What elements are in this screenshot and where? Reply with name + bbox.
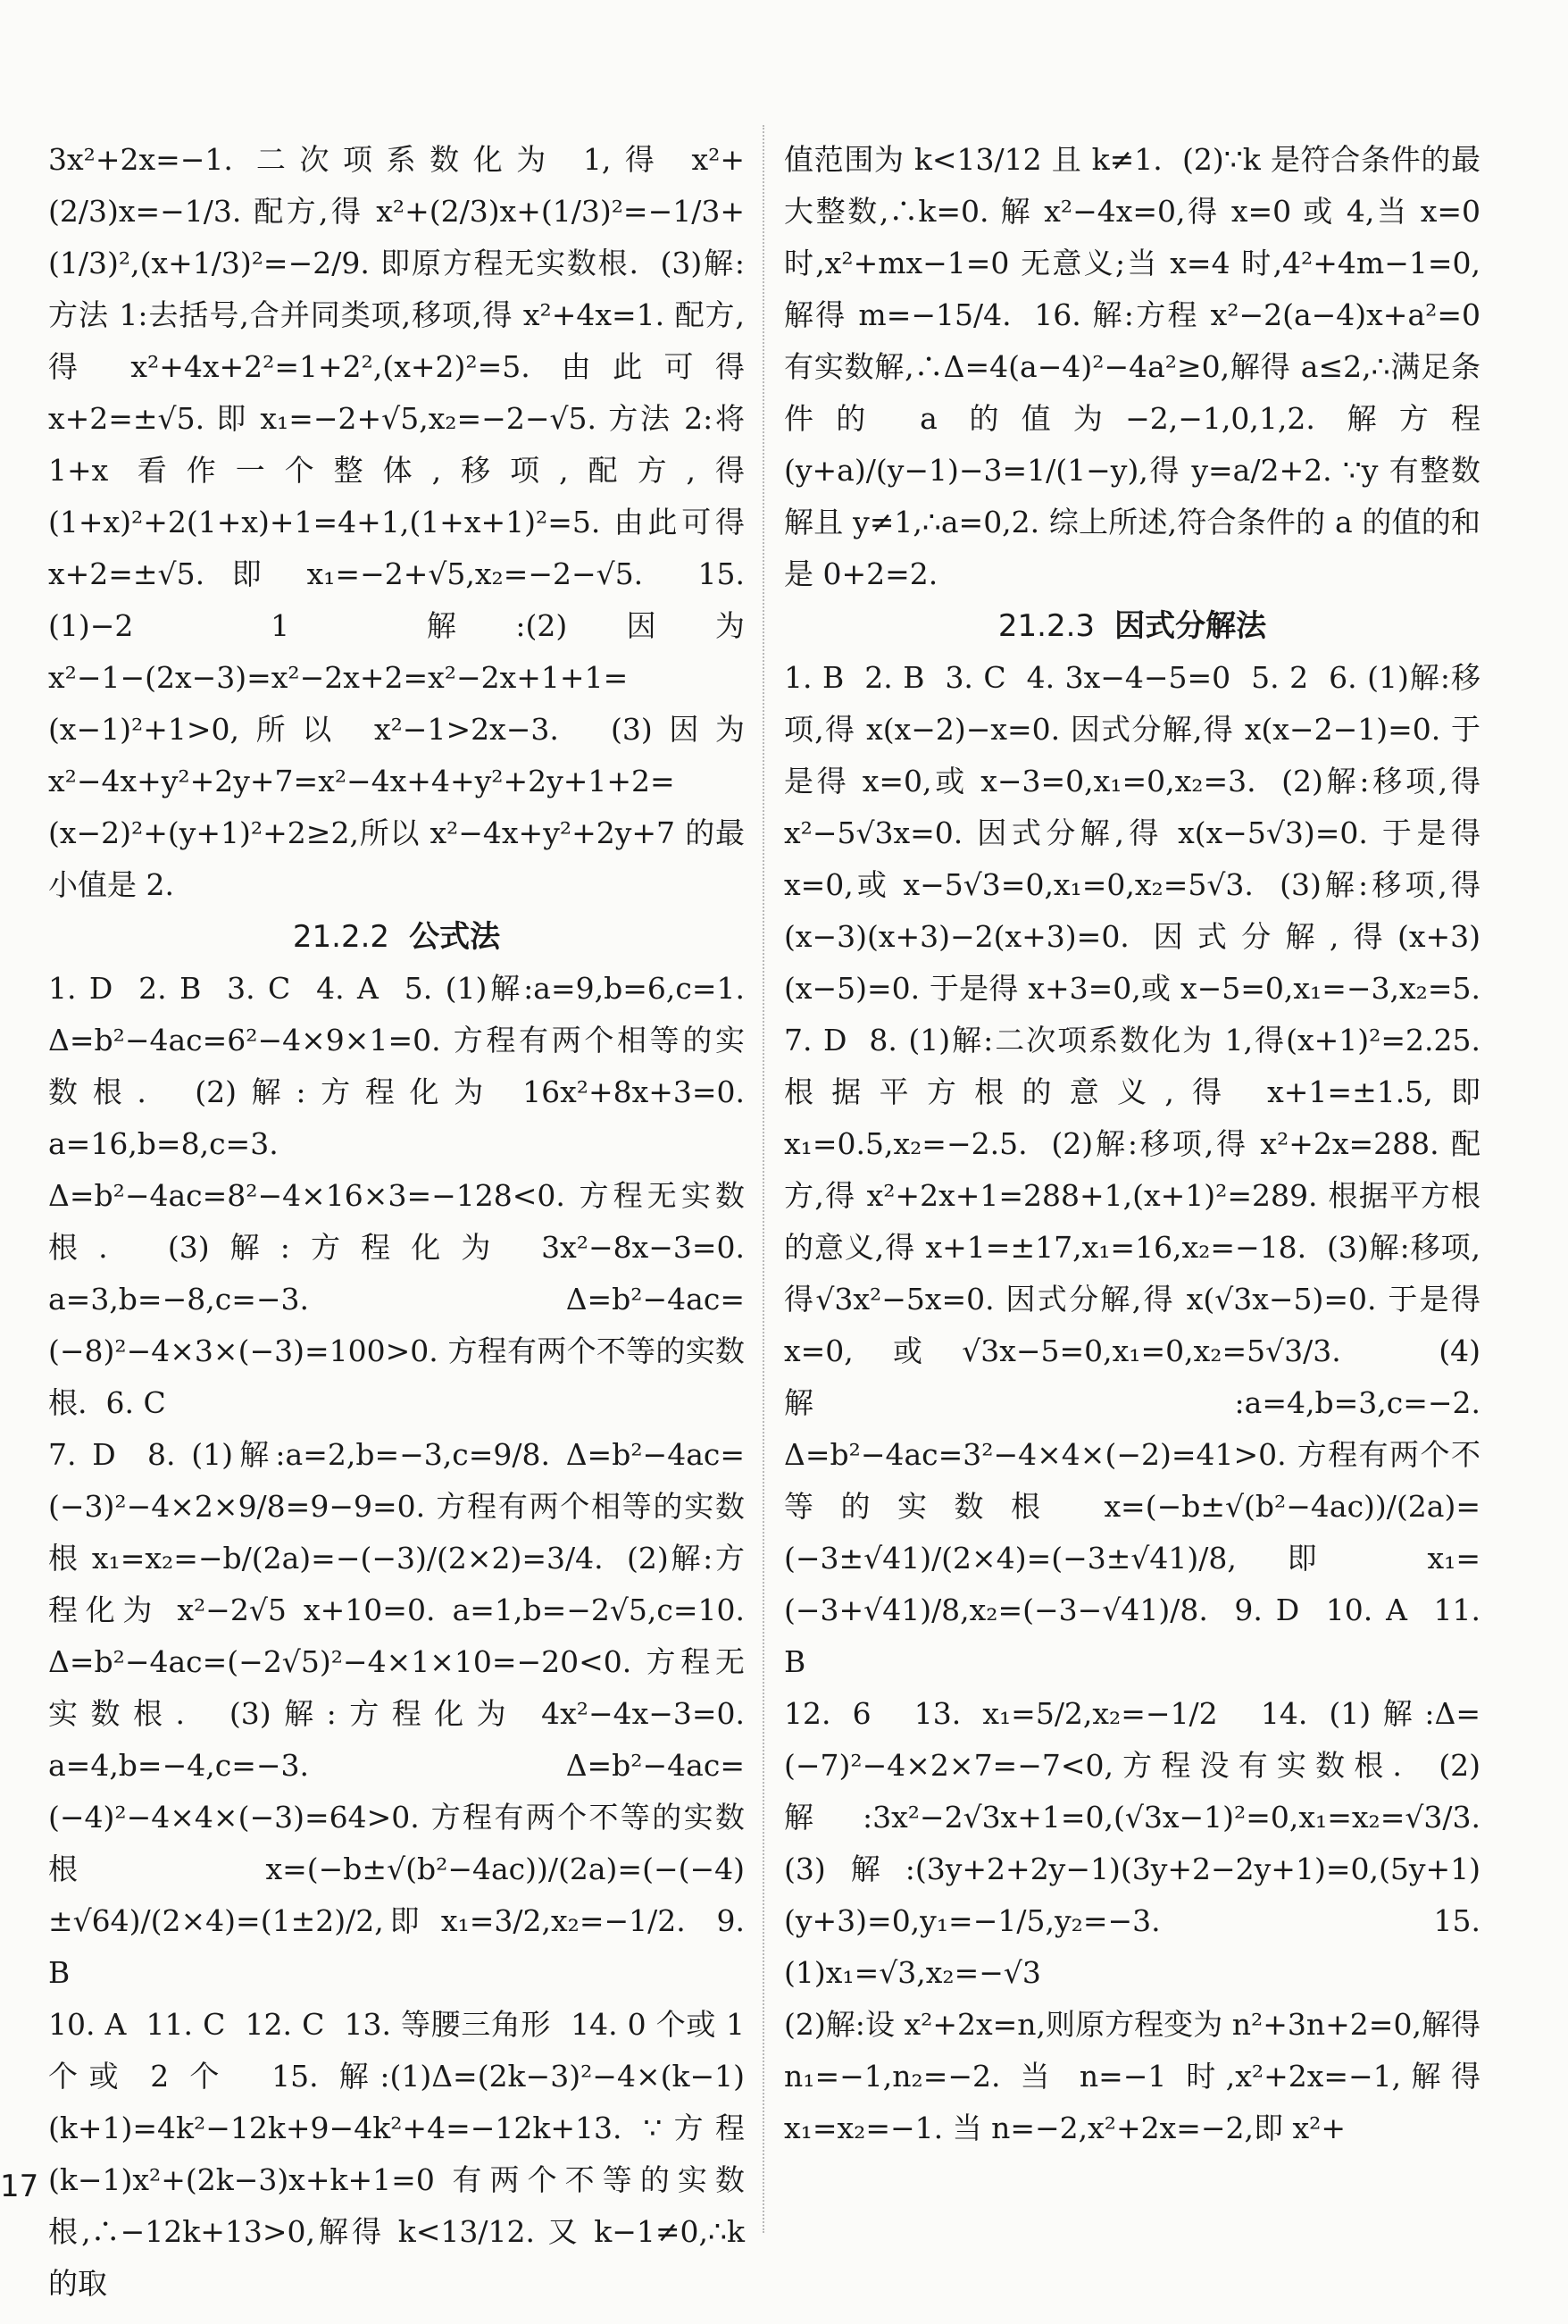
left-paragraph-2: 1. D 2. B 3. C 4. A 5. (1)解:a=9,b=6,c=1. Δ=b²−4ac=6²−4×9×1=0. 方程有两个相等的实数根. (2)解:方程化为 16x²+8x+3=0. a=16,b=8,c=3. Δ=b²−4ac=8²−4×16×3=−128<0. 方程无实数根. (3)解:方程化为 3x²−8x−3=0. a=3,b=−8,c=−3. Δ=b²−4ac=(−8)²−4×3×(−3)=100>0. 方程有两个不等的实数根. 6. C	[48, 971, 755, 1420]
section-title: 因式分解法	[1114, 608, 1267, 644]
left-column	[48, 134, 755, 2310]
section-heading-factorization-method	[784, 600, 1480, 652]
page-number: 17	[0, 2169, 39, 2204]
left-paragraph-3: 7. D 8. (1)解:a=2,b=−3,c=9/8. Δ=b²−4ac=(−3)²−4×2×9/8=9−9=0. 方程有两个相等的实数根 x₁=x₂=−b/(2a)=−(−3)/(2×2)=3/4. (2)解:方程化为 x²−2√5 x+10=0. a=1,b=−2√5,c=10. Δ=b²−4ac=(−2√5)²−4×1×10=−20<0. 方程无实数根. (3)解:方程化为 4x²−4x−3=0. a=4,b=−4,c=−3. Δ=b²−4ac=(−4)²−4×4×(−3)=64>0. 方程有两个不等的实数根 x=(−b±√(b²−4ac))/(2a)=(−(−4)±√64)/(2×4)=(1±2)/2,即 x₁=3/2,x₂=−1/2. 9. B	[48, 1437, 755, 1990]
left-paragraph-4: 10. A 11. C 12. C 13. 等腰三角形 14. 0 个或 1 个或 2 个 15. 解:(1)Δ=(2k−3)²−4×(k−1)(k+1)=4k²−12k+9−4k²+4=−12k+13. ∵方程(k−1)x²+(2k−3)x+k+1=0 有两个不等的实数根,∴−12k+13>0,解得 k<13/12. 又 k−1≠0,∴k 的取	[48, 2007, 755, 2301]
section-number: 21.2.3	[997, 608, 1096, 644]
right-paragraph-4: (2)解:设 x²+2x=n,则原方程变为 n²+3n+2=0,解得 n₁=−1,n₂=−2. 当 n=−1 时,x²+2x=−1,解得 x₁=x₂=−1. 当 n=−2,x²+2x=−2,即 x²+	[784, 2007, 1490, 2145]
column-divider	[763, 125, 764, 2233]
right-paragraph-2: 1. B 2. B 3. C 4. 3x−4−5=0 5. 2 6. (1)解:移项,得 x(x−2)−x=0. 因式分解,得 x(x−2−1)=0. 于是得 x=0,或 x−3=0,x₁=0,x₂=3. (2)解:移项,得 x²−5√3x=0. 因式分解,得 x(x−5√3)=0. 于是得 x=0,或 x−5√3=0,x₁=0,x₂=5√3. (3)解:移项,得(x−3)(x+3)−2(x+3)=0. 因式分解,得(x+3)(x−5)=0. 于是得 x+3=0,或 x−5=0,x₁=−3,x₂=5. 7. D 8. (1)解:二次项系数化为 1,得(x+1)²=2.25. 根据平方根的意义,得 x+1=±1.5,即 x₁=0.5,x₂=−2.5. (2)解:移项,得 x²+2x=288. 配方,得 x²+2x+1=288+1,(x+1)²=289. 根据平方根的意义,得 x+1=±17,x₁=16,x₂=−18. (3)解:移项,得√3x²−5x=0. 因式分解,得 x(√3x−5)=0. 于是得 x=0,或√3x−5=0,x₁=0,x₂=5√3/3. (4)解:a=4,b=3,c=−2. Δ=b²−4ac=3²−4×4×(−2)=41>0. 方程有两个不等的实数根 x=(−b±√(b²−4ac))/(2a)=(−3±√41)/(2×4)=(−3±√41)/8,即 x₁=(−3+√41)/8,x₂=(−3−√41)/8. 9. D 10. A 11. B	[784, 660, 1499, 1679]
section-title: 公式法	[409, 919, 501, 955]
right-paragraph-1: 值范围为 k<13/12 且 k≠1. (2)∵k 是符合条件的最大整数,∴k=0. 解 x²−4x=0,得 x=0 或 4,当 x=0 时,x²+mx−1=0 无意义;当 x=4 时,4²+4m−1=0,解得 m=−15/4. 16. 解:方程 x²−2(a−4)x+a²=0 有实数解,∴Δ=4(a−4)²−4a²≥0,解得 a≤2,∴满足条件的 a 的值为−2,−1,0,1,2. 解方程 (y+a)/(y−1)−3=1/(1−y),得 y=a/2+2. ∵y 有整数解且 y≠1,∴a=0,2. 综上所述,符合条件的 a 的值的和是 0+2=2.	[784, 142, 1490, 591]
left-paragraph-1: 3x²+2x=−1. 二次项系数化为 1,得 x²+(2/3)x=−1/3. 配方,得 x²+(2/3)x+(1/3)²=−1/3+(1/3)²,(x+1/3)²=−2/9. 即原方程无实数根. (3)解:方法 1:去括号,合并同类项,移项,得 x²+4x=1. 配方,得 x²+4x+2²=1+2²,(x+2)²=5. 由此可得 x+2=±√5. 即 x₁=−2+√5,x₂=−2−√5. 方法 2:将 1+x 看作一个整体,移项,配方,得(1+x)²+2(1+x)+1=4+1,(1+x+1)²=5. 由此可得 x+2=±√5. 即 x₁=−2+√5,x₂=−2−√5. 15. (1)−2 1 解:(2)因为 x²−1−(2x−3)=x²−2x+2=x²−2x+1+1=(x−1)²+1>0,所以 x²−1>2x−3. (3)因为 x²−4x+y²+2y+7=x²−4x+4+y²+2y+1+2=(x−2)²+(y+1)²+2≥2,所以 x²−4x+y²+2y+7 的最小值是 2.	[48, 142, 755, 902]
section-number: 21.2.2	[292, 919, 390, 955]
right-paragraph-3: 12. 6 13. x₁=5/2,x₂=−1/2 14. (1)解:Δ=(−7)²−4×2×7=−7<0,方程没有实数根. (2)解:3x²−2√3x+1=0,(√3x−1)²=0,x₁=x₂=√3/3. (3)解:(3y+2+2y−1)(3y+2−2y+1)=0,(5y+1)(y+3)=0,y₁=−1/5,y₂=−3. 15. (1)x₁=√3,x₂=−√3	[784, 1696, 1499, 1990]
section-heading-formula-method	[48, 911, 745, 963]
right-column	[784, 134, 1499, 2154]
